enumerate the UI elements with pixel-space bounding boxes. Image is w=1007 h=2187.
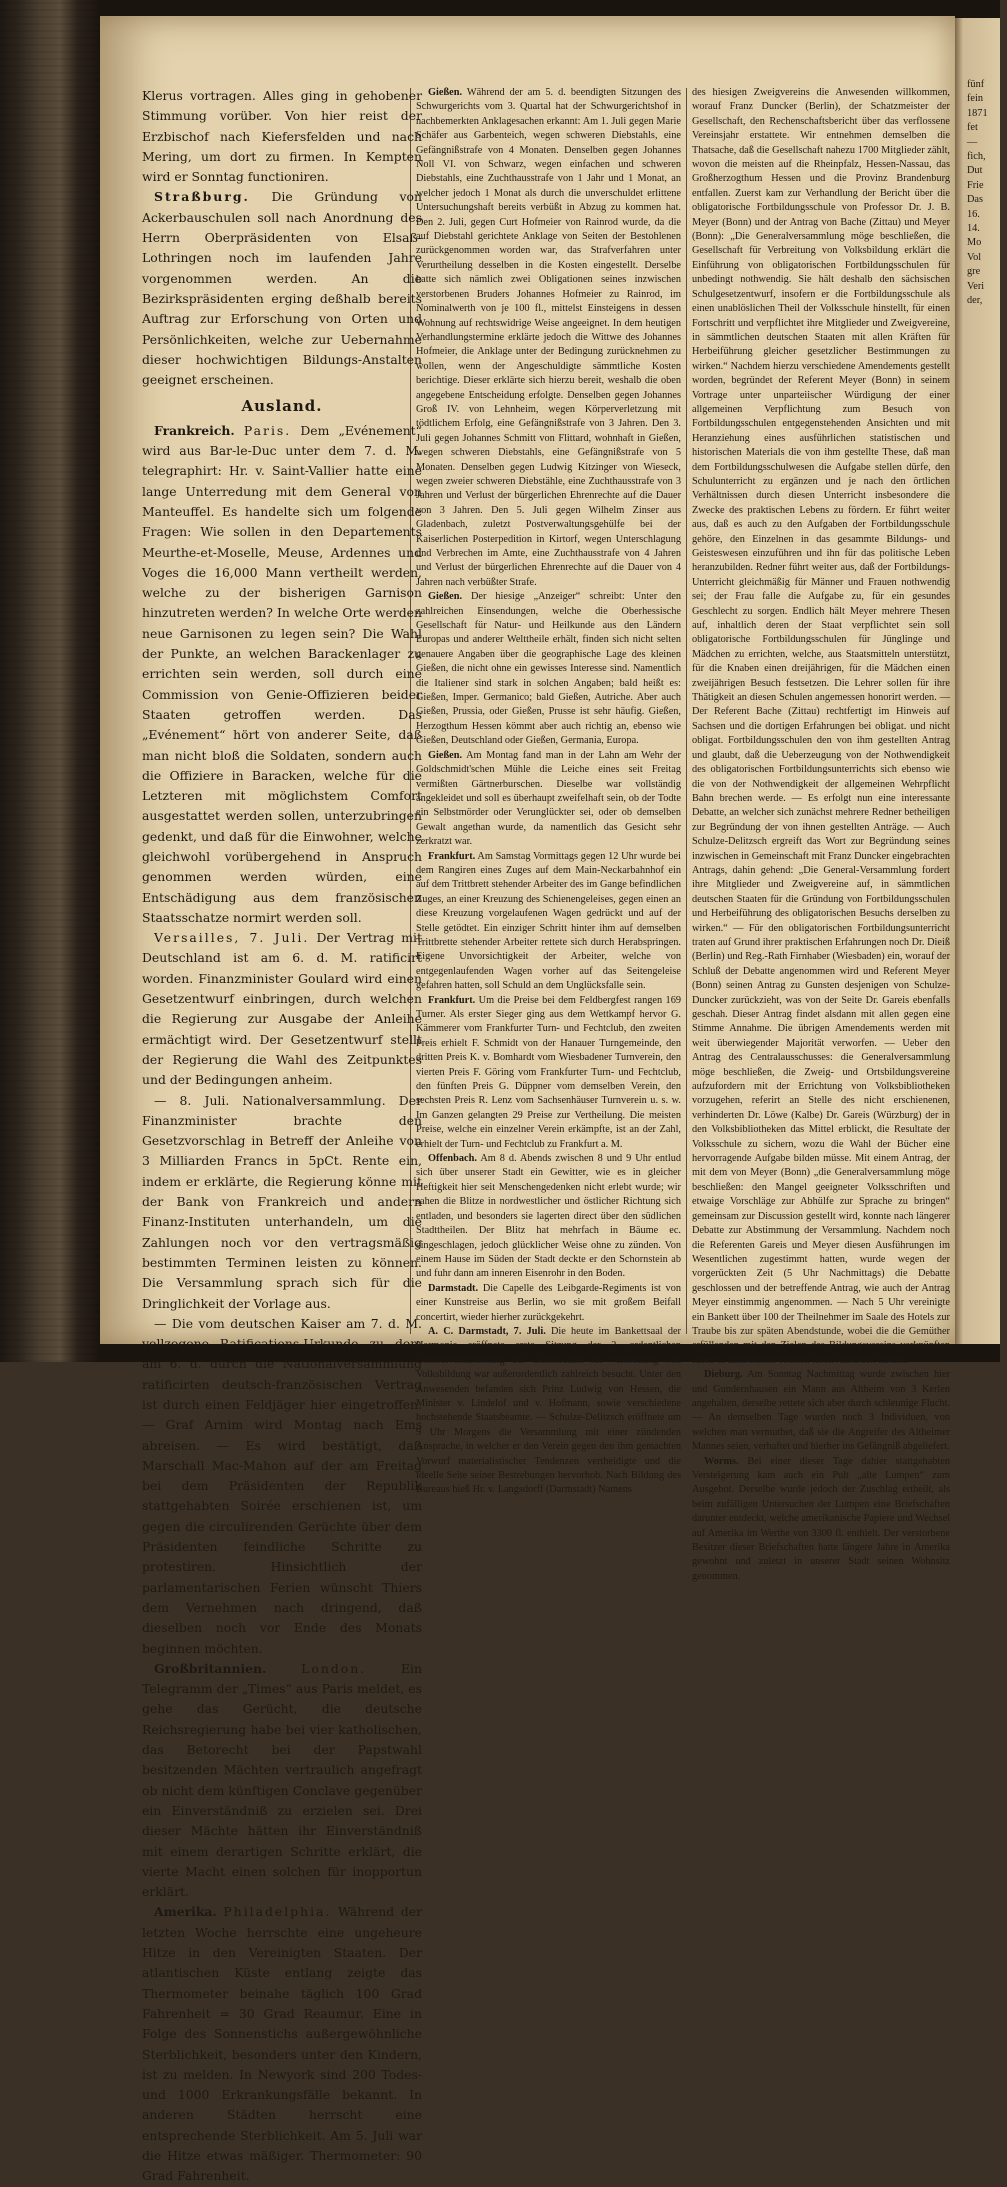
dateline: Gießen. — [428, 591, 463, 603]
article-paragraph — [416, 749, 681, 850]
article-text: Bei einer dieser Tage dahier stattgehabten Versteigerung kam auch ein Pult „alte Lumpen“ zum Ausgebot. Derselbe wurde jedoch der Zuschlag ertheilt, als beim zufälligen Untersuchen der Lumpen eine Briefschaften darunter entdeckt, welche amerikanische Papiere und Wechsel auf Amerika im Werthe von 3300 fl. enthielt. Der verstorbene Besitzer dieser Briefschaften hatte längere Jahre in Amerika gewohnt und zuletzt in unserer Stadt seinen Wohnsitz genommen. — [692, 1455, 950, 1582]
dateline: London. — [301, 1660, 367, 1676]
article-paragraph: Klerus vortragen. Alles ging in gehobener Stimmung vorüber. Von hier reist der Erzbischof nach Kiefersfelden und nach Mering, um dort zu firmen. In Kempten wird er Sonntag functioniren. — [142, 88, 422, 185]
dateline: Paris. — [243, 422, 292, 438]
dateline: Straßburg. — [154, 189, 250, 205]
article-text: Während der am 5. d. beendigten Sitzungen des Schwurgerichts vom 3. Quartal hat der Schwurgerichtshof in nachbemerkten Anklagesachen erkannt: Am 1. Juli gegen Marie Schäfer aus Garbenteich, wegen schweren Diebstahls, eine Gefängnißstrafe von 4 Monaten. Denselben gegen Johannes Noll VI. von Schwarz, wegen einfachen und schweren Diebstahls, eine Zuchthausstrafe von 1 Jahr und 1 Monat, an welcher jedoch 1 Monat als durch die unverschuldet erlittene Untersuchungshaft bereits verbüßt in Abzug zu kommen hat. Den 2. Juli, gegen Curt Hofmeier von Rainrod wurde, da die auf Diebstahl gerichtete Anklage von Seiten der Bestohlenen zurückgenommen worden war, das Strafverfahren unter Verurtheilung desselben in die Kosten eingestellt. Derselbe hatte sich nämlich zwei Obligationen seines inzwischen verstorbenen Bruders Johannes Hofmeier zu Rainrod, im Nominalwerth von je 100 fl., mittelst Einsteigens in dessen Wohnung auf rechtswidrige Weise angeeignet. In dem heutigen Verhandlungstermine erklärte jedoch die Wittwe des Johannes Hofmeier, die Anklage unter der Bedingung zurücknehmen zu wollen, wenn der Angeschuldigte sämmtliche Kosten berichtige. Dieser erklärte sich hierzu bereit, weshalb die oben angegebene Entscheidung erfolgte. Denselben gegen Johannes Groß IV. von Lehnheim, wegen Körperverletzung mit tödtlichem Erfolg, eine Gefängnißstrafe von 3 Jahren. Den 3. Juli gegen Johannes Schmitt von Flittard, wohnhaft in Gießen, wegen schweren Diebstahls, eine Gefängnißstrafe von 5 Monaten. Denselben gegen Ludwig Kitzinger von Wieseck, wegen zweier schweren Diebstähle, eine Zuchthausstrafe von 3 Jahren und Verlust der bürgerlichen Ehrenrechte auf die Dauer von 3 Jahren. Den 5. Juli gegen Wilhelm Zinser aus Gladenbach, zuletzt Postverwaltungsgehülfe bei der Kaiserlichen Posterpedition in Kirtorf, wegen Unterschlagung und Verbrechen im Amte, eine Zuchthausstrafe von 4 Jahren und Verlust der bürgerlichen Ehrenrechte auf die Dauer von 4 Jahren nach verbüßter Strafe. — [416, 87, 682, 588]
article-text: Die heute im Bankettsaal der Harmonie eröffnete erste Sitzung der 2. ordentlichen Generalversammlung der Gesellschaft für Verbreitung von Volksbildung war außerordentlich zahlreich besucht. Unter den Anwesenden befanden sich Prinz Ludwig von Hessen, die Minister v. Lindelof und v. Hofmann, sowie verschiedene hochstehende Staatsbeamte. — Schulze-Delitzsch eröffnete um 9 Uhr Morgens die Versammlung mit einer zündenden Ansprache, in welcher er den Verein gegen den ihm gemachten Vorwurf materialistischer Tendenzen vertheidigte und die ideelle Seite seiner Bestrebungen hervorhob. Nach Bildung des Bureaus hieß Hr. v. Langsdorff (Darmstadt) Namens — [416, 1325, 681, 1496]
article-paragraph — [142, 1659, 422, 1903]
dateline: Gießen. — [428, 87, 463, 98]
article-text: Am Montag fand man in der Lahn am Wehr der Goldschmidt'schen Mühle die Leiche eines seit Freitag vermißten Gärtnerburschen. Dieselbe war vollständig angekleidet und soll es überhaupt zweifelhaft sein, ob der Todte ein Selbstmörder oder Verunglückter sei, oder ob demselben Gewalt angethan wurde, da namentlich das Gesicht sehr zerkratzt war. — [416, 749, 681, 848]
dateline: Dieburg. — [704, 1369, 743, 1381]
article-paragraph: des hiesigen Zweigvereins die Anwesenden willkommen, worauf Franz Duncker (Berlin), der Schatzmeister der Gesellschaft, den Rechenschaftsbericht über das verflossene Vereinsjahr erstattete. Wir entnehmen demselben die Thatsache, daß die Gesellschaft nahezu 1700 Mitglieder zählt, wovon die meisten auf die Rheinpfalz, Hessen-Nassau, das Großherzogthum Hessen und die Provinz Brandenburg entfallen. Zuerst kam zur Verhandlung der Bericht über die obligatorische Fortbildungsschule von Professor Dr. J. B. Meyer (Bonn) und der Antrag von Bache (Zittau) und Meyer (Bonn): „Die Generalversammlung möge beschließen, die Gesellschaft für Verbreitung von Volksbildung erklärt die Einführung von obligatorischen Fortbildungsschulen für unbedingt nothwendig. Sie hält deshalb den sächsischen Schulgesetzentwurf, insofern er die Fortbildungsschule als einen unablöslichen Theil der Volksschule hinstellt, für einen Fortschritt und verpflichtet ihre Mitglieder und Zweigvereine, in sämmtlichen deutschen Staaten mit allen Kräften für Herbeiführung gleicher gesetzlicher Bestimmungen zu wirken.“ Nachdem hierzu verschiedene Amendements gestellt worden, begründet der Referent Meyer (Bonn) in seinem Vortrage unter unparteiischer Würdigung der einer allgemeinen Verpflichtung zum Besuch von Fortbildungsschulen entgegenstehenden Ansichten und mit Heranziehung eines ausführlichen statistischen und historischen Materials die von ihm gestellte These, daß man dem Fortbildungsschulwesen die Aufgabe stellen dürfe, den Schulunterricht zu ergänzen und je nach den örtlichen Verhältnissen durch diesen Unterricht insbesondere die Zwecke des praktischen Lebens zu fördern. Er führt weiter aus, daß es auch zu den Aufgaben der Fortbildungsschule gehöre, den Einzelnen in das gesammte Bildungs- und Geisteswesen einzuführen und ihn für das politische Leben heranzubilden. Redner führt weiter aus, daß der Fortbildungs-Unterricht gleichmäßig für Männer und Frauen nothwendig sei; der Frau falle die Aufgabe zu, für ein gesundes Geschlecht zu sorgen. Endlich hält Meyer mehrere Thesen auf, inhaltlich deren der Staat verpflichtet sein soll obligatorische Fortbildungsschulen für Jünglinge und Mädchen zu errichten, welche, aus Staatsmitteln unterstützt, für die Knaben einen dreijährigen, für die Mädchen einen zweijährigen Besuch festsetzen. Die Lehrer sollen für ihre Thätigkeit an diesen Schulen angemessen honorirt werden. — Der Referent Bache (Zittau) rechtfertigt im Hinweis auf Sachsen und die dortigen Erfahrungen bei obligat. und nicht obligat. Fortbildungsschulen den von ihm gestellten Antrag und glaubt, daß die Ueberzeugung von der Nothwendigkeit des obligatorischen Fortbildungsunterrichts sich ebenso wie die von der Nothwendigkeit der allgemeinen Wehrpflicht Bahn brechen werde. — Es erfolgt nun eine interessante Debatte, an welcher sich zunächst mehrere Redner betheiligen zur Begründung der von ihnen gestellten Anträge. — Auch Schulze-Delitzsch ergreift das Wort zur Begründung seines inzwischen in Gemeinschaft mit Franz Duncker eingebrachten Antrags, dahin gehend: „Die General-Versammlung fordert ihre Mitglieder und Zweigvereine auf, in sämmtlichen deutschen Staaten für die Gründung von Fortbildungsschulen und Herbeiführung des obligatorischen Besuchs derselben zu wirken.“ — Für den obligatorischen Fortbildungsunterricht traten auf Grund ihrer praktischen Erfahrungen noch Dr. Dieiß (Berlin) und Reg.-Rath Firnhaber (Wiesbaden) ein, worauf der Schluß der Debatte angenommen wird und Referent Meyer (Bonn) seinen Antrag zu Gunsten desjenigen von Schulze-Duncker zurückzieht, was von der Seite Dr. Gareis ebenfalls geschah. Dieser Antrag findet alsdann mit allen gegen eine Stimme Annahme. Die übrigen Amendements werden mit weit überwiegender Majorität verworfen. — Ueber den Antrag des Centralausschusses: die Generalversammlung möge beschließen, die Zweig- und Ortsbildungsvereine aufzufordern mit der Errichtung von Volksbibliotheken vorzugehen, referirt an Stelle des nicht erschienenen, verhinderten Dr. Löwe (Kalbe) Dr. Gareis (Würzburg) der in den Volksbibliotheken das Mittel erblickt, die Resultate der Volksschule zu sichern, wozu die Wahl der Bücher eine hervorragende Aufgabe bilden müsse. Mit einem Antrag, der mit dem von Meyer (Bonn) „die Generalversammlung möge beschließen: den Mangel geeigneter Volksschriften und etwaige Vorschläge zur Abhülfe zur Sprache zu bringen“ gemeinsam zur Discussion gestellt wird, konnte nach längerer Debatte zur Abstimmung der Versammlung. Nachdem noch die Referenten Gareis und Meyer diesen Ausführungen im Wesentlichen zugestimmt hatten, wurde wegen der vorgerückten Zeit (5 Uhr Nachmittags) die Debatte geschlossen und der betreffende Antrag, wie auch der Antrag Meyer einstimmig angenommen. — Nach 5 Uhr vereinigte ein Bankett über 100 der Theilnehmer im Saale des Hotels zur Traube bis zur späten Abendstunde, wobei die die Gemüther erfüllenden mit den Zielen des Bildungsvereins verknüpften Ideen in zahlreichen Toasten ihren Ausdruck fanden. — [692, 87, 950, 1366]
article-text: Um die Preise bei dem Feldbergfest rangen 169 Turner. Als erster Sieger ging aus dem Wettkampf hervor G. Kämmerer vom Frankfurter Turn- und Fechtclub, den zweiten Preis erhielt F. Schmidt von der Hanauer Turngemeinde, den dritten Preis K. v. Bomhardt vom Wiesbadener Turnverein, den vierten Preis F. Göring vom Frankfurter Turn- und Fechtclub, den fünften Preis G. Düppner vom demselben Verein, den sechsten Preis R. Lenz vom Sachsenhäuser Turnverein u. s. w. Im Ganzen gelangten 29 Preise zur Vertheilung. Die meisten Preise, welche ein einzelner Verein erkämpfte, ist an der Zahl, erhielt der Turn- und Fechtclub zu Frankfurt a. M. — [416, 994, 681, 1150]
article-paragraph — [416, 1282, 681, 1325]
article-text: Der hiesige „Anzeiger“ schreibt: Unter den zahlreichen Einsendungen, welche die Oberhessische Gesellschaft für Natur- und Heilkunde aus den Ländern Europas und anderer Welttheile erhält, finden sich nicht selten genauere Angaben über die geographische Lage des kleinen Gießen, die nicht ohne ein gewisses Interesse sind. Namentlich die Italiener sind stark in solchen Angaben; bald heißt es: Gießen, Imper. Germanico; bald Gießen, Autriche. Aber auch Gießen, Prussia, oder Gießen, Prusse ist sehr häufig. Gießen, Herzogthum Hessen kömmt aber auch richtig an, ebenso wie Gießen, Deutschland oder Gießen, Germania, Europa. — [416, 591, 681, 747]
article-text: Am Samstag Vormittags gegen 12 Uhr wurde bei dem Rangiren eines Zuges auf dem Main-Neckarbahnhof ein auf dem Trittbrett stehender Arbeiter des im Gange befindlichen Zuges, an einer Kreuzung des Schienengeleises, gegen einen an diese Kreuzung vorgelaufenen Wagen gedrückt und auf der Stelle getödtet. Ein einziger Schritt hinter ihm auf demselben Trittbrette stehender Arbeiter rettete sich durch Herabspringen. Eigene Unvorsichtigkeit der Arbeiter, welche von entgegenlaufenden Wagen vorher auf das Seitengeleise gefahren hatten, soll Schuld an dem Unglücksfalle sein. — [416, 850, 681, 992]
article-paragraph — [416, 1152, 681, 1282]
newspaper-page — [100, 16, 955, 2184]
dateline: A. C. Darmstadt, 7. Juli. — [428, 1325, 546, 1337]
adjacent-page-fragment: fünf fein 1871 fet — fich, Dut Frie Das 16. 14. Mo Vol gre Veri der, — [967, 79, 988, 307]
column-rule — [686, 88, 687, 1334]
country-heading: Frankreich. — [154, 422, 235, 438]
dateline: Frankfurt. — [428, 994, 476, 1006]
article-paragraph — [416, 994, 681, 1152]
dateline: Worms. — [704, 1455, 739, 1467]
article-text: Am 8 d. Abends zwischen 8 und 9 Uhr entlud sich über unserer Stadt ein Gewitter, wie es in gleicher Heftigkeit hier seit Menschengedenken nicht erlebt wurde; wir sahen die Blitze in nordwestlicher und östlicher Richtung sich entladen, und besonders sie lagerten direct über den südlichen Stadttheilen. Der Blitz hat mehrfach in Bäume ec. eingeschlagen, jedoch glücklicher Weise ohne zu zünden. Von einem Hause im Süden der Stadt deckte er den Schornstein ab und fuhr dann am inneren Eisenrohr in den Boden. — [416, 1153, 681, 1280]
article-paragraph — [416, 1325, 681, 1498]
section-heading: Ausland. — [241, 397, 323, 416]
article-paragraph — [692, 1368, 950, 1454]
article-paragraph — [142, 1902, 422, 2186]
dateline: Gießen. — [428, 749, 463, 761]
article-text: Ein Telegramm der „Times“ aus Paris meldet, es gehe das Gerücht, die deutsche Reichsregierung habe bei vier katholischen, das Betorecht bei der Papstwahl besitzenden Mächten vertraulich angefragt ob nicht dem künftigen Conclave gegenüber ein Einverständniß zu erzielen sei. Drei dieser Mächte hätten ihr Einverständniß mit einem derartigen Schritte erklärt, die vierte Macht einen solchen für inopportun erklärt. — [142, 1660, 422, 1900]
dateline: Offenbach. — [428, 1153, 477, 1165]
column-left — [142, 86, 422, 2184]
article-text: Die Gründung von Ackerbauschulen soll nach Anordnung des Herrn Oberpräsidenten von Elsaß-Lothringen noch im laufenden Jahre vorgenommen werden. An die Bezirkspräsidenten erging deßhalb bereits Auftrag zur Erforschung von Orten und Persönlichkeiten, welche zur Uebernahme dieser hochwichtigen Bildungs-Anstalten geeignet erscheinen. — [142, 189, 422, 388]
article-paragraph: — 8. Juli. Nationalversammlung. Der Finanzminister brachte den Gesetzvorschlag in Betreff der Anleihe von 3 Milliarden Francs in 5pCt. Rente ein, indem er erklärte, die Regierung könne mit der Bank von Frankreich und andern Finanz-Instituten unterhandeln, um die Zahlungen noch vor den vertragsmäßig bestimmten Terminen leisten zu können. Die Versammlung sprach sich für die Dringlichkeit der Vorlage aus. — [142, 1092, 422, 1311]
dateline: Versailles, 7. Juli. — [154, 930, 310, 946]
article-paragraph: — Die vom deutschen Kaiser am 7. d. M. vollzogene Ratifications-Urkunde zu dem am 6. d. durch die Nationalversammlung ratificirten deutsch-französischen Vertrag ist durch einen Feldjäger hier eingetroffen. — Graf Arnim wird Montag nach Ems abreisen. — Es wird bestätigt, daß Marschall Mac-Mahon auf der am Freitag bei dem Präsidenten der Republik stattgehabten Soirée erschienen ist, um gegen die circulirenden Gerüchte über dem Präsidenten feindliche Schritte zu protestiren. Hinsichtlich der parlamentarischen Ferien wünscht Thiers dem Vernehmen nach dringend, daß dieselben noch vor Ende des Monats beginnen möchten. — [142, 1315, 422, 1656]
article-paragraph — [142, 187, 422, 390]
article-text: Der Vertrag mit Deutschland ist am 6. d. M. ratificirt worden. Finanzminister Goulard wird einen Gesetzentwurf einbringen, durch welchen die Regierung zur Ausgabe der Anleihe ermächtigt wird. Der Gesetzentwurf stellt der Regierung die Wahl des Zeitpunktes und der Bedingungen anheim. — [142, 930, 422, 1088]
article-paragraph — [416, 86, 681, 590]
dateline: Darmstadt. — [428, 1282, 479, 1294]
book-spine — [0, 0, 100, 1362]
article-paragraph — [416, 590, 681, 748]
country-heading: Großbritannien. — [154, 1660, 267, 1676]
adjacent-page-edge — [955, 18, 1000, 1344]
dateline: Philadelphia. — [223, 1904, 332, 1920]
article-text: Während der letzten Woche herrschte eine ungeheure Hitze in den Vereinigten Staaten. Der atlantischen Küste entlang zeigte das Thermometer beinahe täglich 100 Grad Fahrenheit = 30 Grad Reaumur. Eine in Folge des Sonnenstichs außergewöhnliche Sterblichkeit, besonders unter den Kindern, ist zu melden. In Newyork sind 200 Todes- und 1000 Erkrankungsfälle bekannt. In anderen Städten herrscht eine entsprechende Sterblichkeit. Am 5. Juli war die Hitze etwas mäßiger. Thermometer: 90 Grad Fahrenheit. — [142, 1904, 422, 2184]
article-text: Die Capelle des Leibgarde-Regiments ist von einer Kunstreise aus Berlin, wo sie mit großem Beifall concertirt, wieder hierher zurückgekehrt. — [416, 1282, 682, 1323]
article-paragraph — [692, 1455, 950, 1585]
column-right — [692, 86, 950, 1582]
article-paragraph — [142, 928, 422, 1090]
article-paragraph — [416, 850, 681, 994]
column-middle — [416, 86, 682, 1496]
article-paragraph — [142, 421, 422, 928]
dateline: Frankfurt. — [428, 850, 476, 862]
article-text: Dem „Evénement“ wird aus Bar-le-Duc unter dem 7. d. M. telegraphirt: Hr. v. Saint-Vallier hatte eine lange Unterredung mit dem General von Manteuffel. Es handelte sich um folgende Fragen: Wie sollen in den Departements Meurthe-et-Moselle, Meuse, Ardennes und Voges die 16,000 Mann vertheilt werden, welche zu der bisherigen Garnison hinzutreten werden? In welche Orte werden neue Garnisonen zu legen sein? Die Wahl der Punkte, an welchen Barackenlager zu errichten sein werden, soll durch eine Commission von Genie-Offizieren beider Staaten getroffen werden. Das „Evénement“ hört von anderer Seite, daß man nicht bloß die Soldaten, sondern auch die Offiziere in Baracken, welche für die Letzteren mit möglichstem Comfort ausgestattet werden sollen, unterzubringen gedenkt, und daß für die Einwohner, welche gleichwohl vorübergehend in Anspruch genommen werden würden, eine Entschädigung aus dem französischen Staatsschatze normirt werden soll. — [142, 422, 422, 925]
country-heading: Amerika. — [154, 1904, 217, 1920]
article-text: Am Sonntag Nachmittag wurde zwischen hier und Gundernhausen ein Mann aus Altheim von 3 Kerlen angehalten, derselbe rettete sich aber durch schleunige Flucht. — An demselben Tage wurden noch 3 Individuen, von welchen man vermuthet, daß sie die Angreifer des Altheimer Mannes seien, verhaftet und hierher ins Gefängniß abgeliefert. — [692, 1369, 950, 1453]
